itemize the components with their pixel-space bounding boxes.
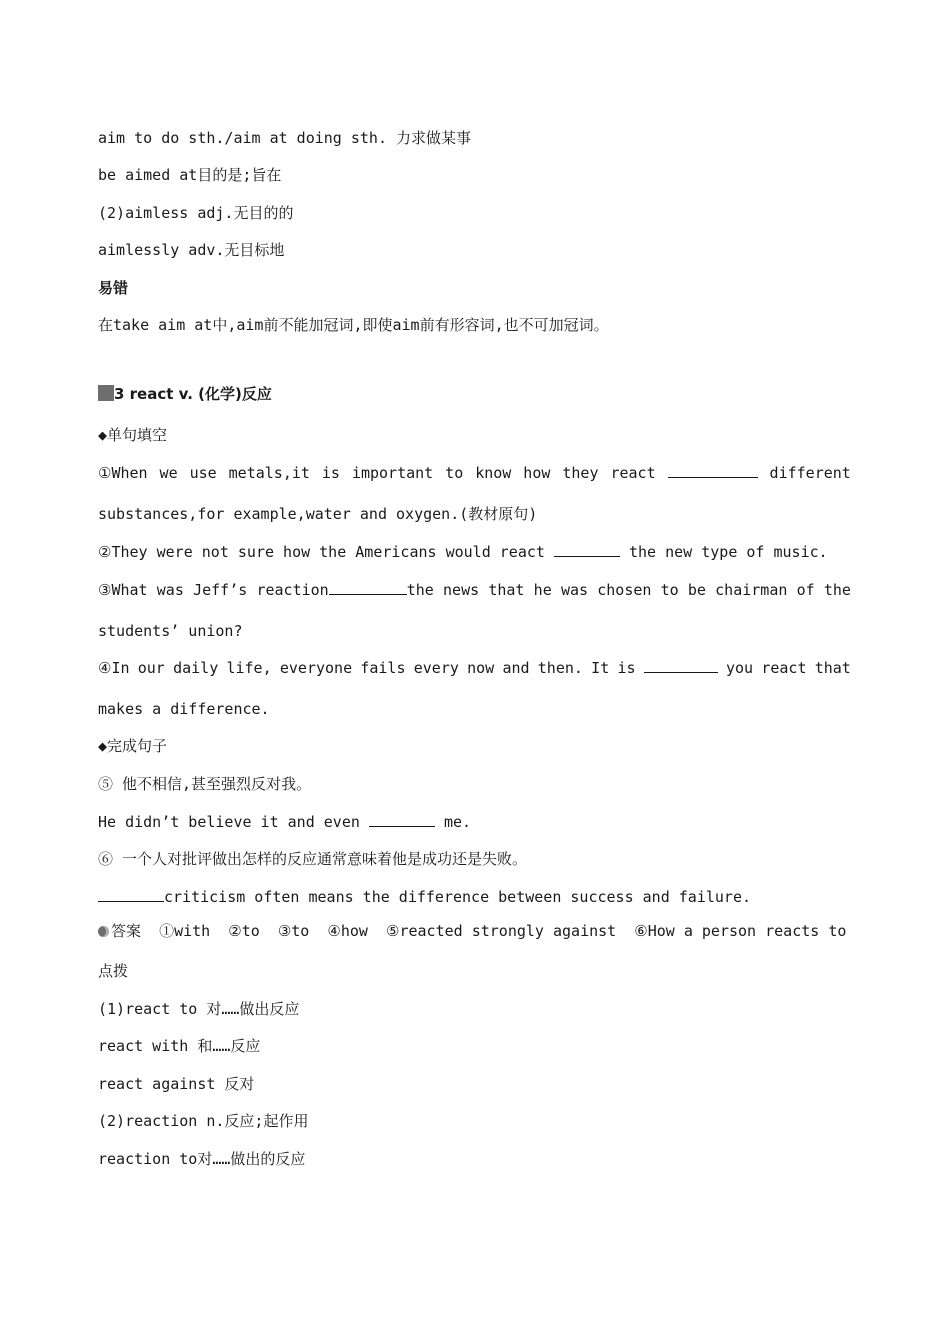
answer-label: 答案 (111, 922, 142, 940)
note-line: (1)react to 对……做出反应 (98, 1000, 300, 1018)
word: the (823, 581, 851, 599)
word: every (413, 659, 459, 677)
text-line: be aimed at目的是;旨在 (98, 166, 282, 184)
word: news (443, 581, 480, 599)
answer-blank[interactable] (98, 887, 164, 902)
word: react (610, 464, 656, 482)
word: you (726, 659, 754, 677)
question-1-cont: substances,for example,water and oxygen.(教材原句) (98, 505, 538, 523)
word: was (560, 581, 589, 599)
section-title (98, 384, 272, 404)
word: different (769, 464, 851, 482)
word: fails (360, 659, 406, 677)
word: metals,it (228, 464, 310, 482)
note-line: reaction to对……做出的反应 (98, 1150, 306, 1168)
question-3-cont: students’ union? (98, 622, 243, 640)
yicuo-heading: 易错 (98, 279, 129, 297)
question-4-cont: makes a difference. (98, 700, 270, 718)
text-line: aimlessly adv.无目标地 (98, 241, 285, 259)
answer-icon (98, 926, 109, 937)
word: use (189, 464, 217, 482)
word: reaction the (256, 581, 434, 599)
word: react (761, 659, 807, 677)
word: Jeff’s (193, 581, 248, 599)
word: that (488, 581, 525, 599)
dianbo-label: 点拨 (98, 962, 129, 980)
word: important (351, 464, 434, 482)
word: that (814, 659, 851, 677)
word: he (533, 581, 552, 599)
question-3 (98, 580, 851, 600)
question-5-cn: ⑤ 他不相信,甚至强烈反对我。 (98, 775, 312, 793)
answer-blank[interactable] (554, 542, 620, 557)
question-1 (98, 463, 851, 483)
word: then. (537, 659, 583, 677)
word: how (523, 464, 551, 482)
word: is (321, 464, 340, 482)
word: chosen (597, 581, 652, 599)
word: It (591, 659, 610, 677)
text-line: (2)aimless adj.无目的的 (98, 204, 294, 222)
question-6-cn: ⑥ 一个人对批评做出怎样的反应通常意味着他是成功还是失败。 (98, 850, 528, 868)
complete-label: ◆完成句子 (98, 737, 168, 755)
word: to (445, 464, 464, 482)
question-6-en: criticism often means the difference between success and failure. (98, 887, 751, 907)
answer-blank[interactable] (369, 812, 435, 827)
answer-text: ①with ②to ③to ④how ⑤reacted strongly against ⑥How a person reacts to (159, 922, 847, 940)
section-title-text: 3 react v. (化学)反应 (114, 385, 272, 403)
fill-label: ◆单句填空 (98, 426, 168, 444)
question-4 (98, 658, 851, 678)
answer-blank[interactable] (668, 463, 758, 478)
word: ①When (98, 464, 148, 482)
word: to (660, 581, 679, 599)
word: everyone (279, 659, 353, 677)
answer-line (98, 921, 846, 941)
word: is (617, 659, 636, 677)
note-line: react with 和……反应 (98, 1037, 261, 1055)
word: ③What (98, 581, 148, 599)
word: of (796, 581, 815, 599)
note-line: react against 反对 (98, 1075, 255, 1093)
word: be (687, 581, 706, 599)
word: daily (173, 659, 219, 677)
answer-blank[interactable] (329, 580, 407, 595)
word: chairman (715, 581, 788, 599)
square-bullet-icon (98, 385, 114, 401)
word: we (159, 464, 178, 482)
question-2: ②They were not sure how the Americans would react the new type of music. (98, 543, 828, 561)
question-5-en: He didn’t believe it and even me. (98, 813, 472, 831)
word: ④In (98, 659, 130, 677)
text-line: aim to do sth./aim at doing sth. 力求做某事 (98, 129, 472, 147)
word: our (137, 659, 165, 677)
word: life, (226, 659, 272, 677)
answer-blank[interactable] (644, 658, 718, 673)
word: know (475, 464, 512, 482)
note-line: (2)reaction n.反应;起作用 (98, 1112, 309, 1130)
word: they (562, 464, 599, 482)
yicuo-text: 在take aim at中,aim前不能加冠词,即使aim前有形容词,也不可加冠词。 (98, 316, 609, 334)
word: was (156, 581, 184, 599)
word: now (467, 659, 495, 677)
word: and (502, 659, 530, 677)
